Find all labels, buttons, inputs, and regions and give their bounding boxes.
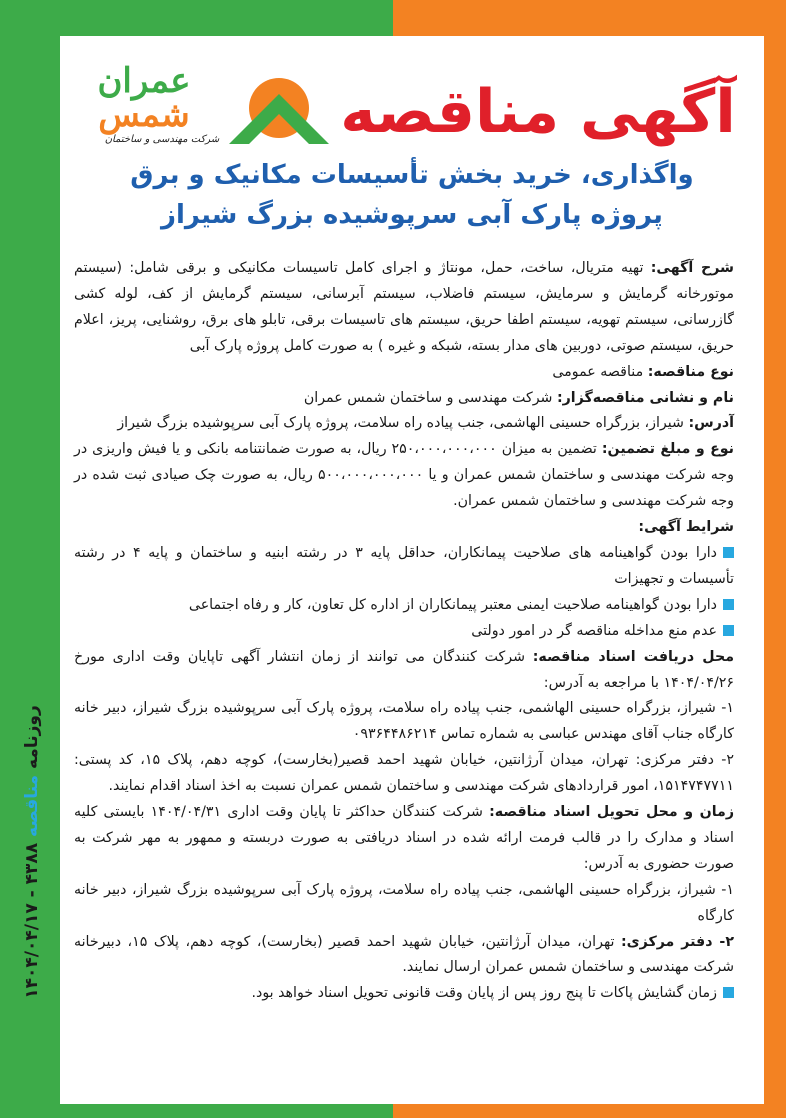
delivery-location-2: ۲- دفتر مرکزی: تهران، میدان آرژانتین، خیابان شهید احمد قصیر (بخارست)، کوچه دهم، پلاک ۱۵، دبیرخانه شرکت مهندسی و ساختمان شمس عمران ارسال نمایند. [74,933,734,976]
condition-item: دارا بودن گواهینامه صلاحیت ایمنی معتبر پیمانکاران از اداره کل تعاون، کار و رفاه اجتماعی [74,593,734,619]
document-pickup: محل دریافت اسناد مناقصه: شرکت کنندگان می توانند از زمان انتشار آگهی تاپایان وقت اداری مورخ ۱۴۰۴/۰۴/۲۶ با مراجعه به آدرس: [74,648,734,691]
tender-type: نوع مناقصه: مناقصه عمومی [552,363,734,380]
logo-tagline: شرکت مهندسی و ساختمان [104,134,220,145]
document-delivery: زمان و محل تحویل اسناد مناقصه: شرکت کنندگان حداکثر تا پایان وقت اداری ۱۴۰۴/۰۴/۳۱ بایستی کلیه اسناد و مدارک را در قالب فرمت ارائه شده در اسناد دریافتی به صورت دربسته و ممهور به مهر شرکت به صورت حضوری به آدرس: [74,804,735,872]
paper-name: روزنامه [22,705,42,770]
pickup-location-1: ۱- شیراز، بزرگراه حسینی الهاشمی، جنب پیاده راه سلامت، پروژه پارک آبی سرپوشیده بزرگ شیراز، دبیر خانه کارگاه جناب آقای مهندس عباسی به شماره تماس ۰۹۳۶۴۴۸۶۲۱۴ [74,700,734,743]
issue-number: ۱۴۰۴/۰۴/۱۷ - ۴۳۸۸ [22,842,42,999]
guarantee: نوع و مبلغ تضمین: تضمین به میزان ۲۵۰،۰۰۰،۰۰۰،۰۰۰ ریال، به صورت ضمانتنامه بانکی و یا فیش واریزی در وجه شرکت مهندسی و ساختمان شمس عمران و یا ۵۰۰،۰۰۰،۰۰۰،۰۰۰ ریال، به صورت چک صیادی ثبت شده در وجه شرکت مهندسی و ساختمان شمس عمران. [74,441,734,510]
header [60,36,764,156]
organizer: نام و نشانی مناقصه‌گزار: شرکت مهندسی و ساختمان شمس عمران [303,389,734,406]
opening-note: زمان گشایش پاکات تا پنج روز پس از پایان وقت قانونی تحویل اسناد خواهد بود. [74,981,734,1007]
description-paragraph: شرح آگهی: تهیه متریال، ساخت، حمل، مونتاژ و اجرای کامل تاسیسات مکانیکی و برقی شامل: (سیستم موتورخانه گرمایش و سرمایش، سیستم فاضلاب، سیستم آبرسانی، سیستم گرمایش از کف، لوله کشی گازرسانی، سیستم تهویه، سیستم اطفا حریق، سیستم های تاسیسات برقی، تابلو های برق، روشنایی، پریز، اعلام حریق، سیستم صوتی، دوربین های مدار بسته، شبکه و غیره ) به صورت کامل پروژه پارک آبی [74,260,734,354]
condition-item: دارا بودن گواهینامه های صلاحیت پیمانکاران، حداقل پایه ۳ در رشته ابنیه و ساختمان و پایه ۴ در رشته تأسیسات و تجهیزات [74,541,734,593]
page-title: آگهی مناقصه [340,77,736,147]
address: آدرس: شیراز، بزرگراه حسینی الهاشمی، جنب پیاده راه سلامت، پروژه پارک آبی سرپوشیده بزرگ شیراز [117,415,734,432]
pickup-location-2: ۲- دفتر مرکزی: تهران، میدان آرژانتین، خیابان شهید احمد قصیر(بخارست)، کوچه دهم، پلاک ۱۵، کد پستی: ۱۵۱۴۷۴۷۷۱۱، امور قراردادهای شرکت مهندسی و ساختمان شمس عمران نسبت به اخذ اسناد اقدام نمایند. [74,752,734,795]
paper-brand: مناقصه [22,774,42,837]
company-logo [74,44,344,162]
newspaper-caption [10,632,54,1072]
condition-item: عدم منع مداخله مناقصه گر در امور دولتی [74,619,734,645]
subtitle-line-1: واگذاری، خرید بخش تأسیسات مکانیک و برق [130,160,694,190]
conditions-heading: شرایط آگهی: [638,519,734,536]
logo-wordmark: عمران شمس [97,61,191,135]
tender-body [74,256,734,1007]
delivery-location-1: ۱- شیراز، بزرگراه حسینی الهاشمی، جنب پیاده راه سلامت، پروژه پارک آبی سرپوشیده بزرگ شیراز، دبیر خانه کارگاه [74,881,734,924]
subtitle-line-2: پروژه پارک آبی سرپوشیده بزرگ شیراز [161,200,663,230]
advertisement-sheet [60,36,764,1104]
roof-sun-icon [224,64,334,144]
